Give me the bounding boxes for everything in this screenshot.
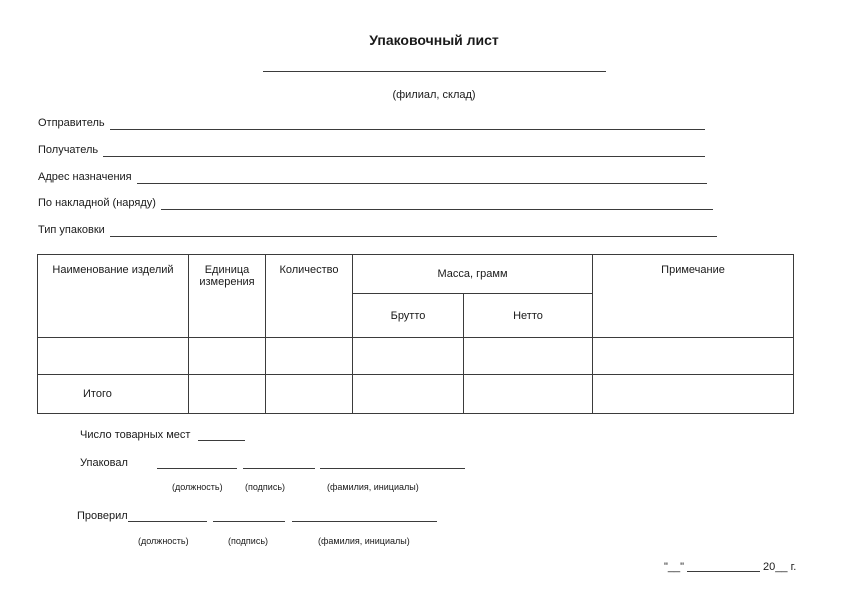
sender-fill-line: [110, 117, 705, 130]
sender-field: [38, 117, 705, 130]
destination-address-label: Адрес назначения: [38, 171, 132, 183]
col-header-note: Примечание: [593, 255, 794, 338]
checked-name-caption: (фамилия, инициалы): [318, 536, 410, 546]
col-header-mass-group: Масса, грамм: [353, 255, 593, 294]
branch-fill-line: [263, 71, 606, 72]
col-header-net: Нетто: [464, 294, 593, 338]
invoice-fill-line: [161, 197, 713, 210]
recipient-field: [38, 144, 705, 157]
package-type-label: Тип упаковки: [38, 224, 105, 236]
date-field: [664, 559, 796, 573]
checked-signature-caption: (подпись): [228, 536, 269, 546]
cell-net: [464, 338, 593, 375]
package-type-fill-line: [110, 224, 717, 237]
date-month-line: [687, 571, 760, 572]
total-quantity-cell: [266, 375, 353, 414]
cell-note: [593, 338, 794, 375]
checked-by-label: Проверил: [77, 510, 128, 522]
date-year: 20__ г.: [763, 561, 797, 573]
packed-position-line: [157, 468, 237, 469]
checked-name-line: [292, 521, 437, 522]
cell-gross: [353, 338, 464, 375]
form-title: Упаковочный лист: [369, 32, 499, 48]
packed-signature-caption: (подпись): [245, 482, 286, 492]
total-row: [38, 375, 794, 414]
cell-name: [38, 338, 189, 375]
destination-address-field: [38, 171, 707, 184]
branch-caption: (филиал, склад): [392, 89, 476, 101]
cell-quantity: [266, 338, 353, 375]
packed-name-line: [320, 468, 465, 469]
col-header-unit: Единица измерения: [189, 255, 266, 338]
empty-item-row: [38, 338, 794, 375]
table-header-row-1: [38, 255, 794, 294]
total-unit-cell: [189, 375, 266, 414]
col-header-gross: Брутто: [353, 294, 464, 338]
packed-name-caption: (фамилия, инициалы): [327, 482, 419, 492]
recipient-fill-line: [103, 144, 705, 157]
col-header-name: Наименование изделий: [38, 255, 189, 338]
invoice-label: По накладной (наряду): [38, 197, 156, 209]
checked-position-caption: (должность): [138, 536, 189, 546]
cell-unit: [189, 338, 266, 375]
checked-position-line: [128, 521, 207, 522]
total-net-cell: [464, 375, 593, 414]
packed-by-label: Упаковал: [80, 457, 128, 469]
package-type-field: [38, 224, 717, 237]
goods-places-fill-line: [198, 440, 245, 441]
total-note-cell: [593, 375, 794, 414]
packed-position-caption: (должность): [172, 482, 223, 492]
col-header-quantity: Количество: [266, 255, 353, 338]
goods-places-label: Число товарных мест: [80, 429, 191, 441]
total-label-cell: Итого: [38, 375, 189, 414]
date-day-quotes: "__": [664, 561, 685, 573]
recipient-label: Получатель: [38, 144, 99, 156]
invoice-field: [38, 197, 713, 210]
sender-label: Отправитель: [38, 117, 105, 129]
checked-signature-line: [213, 521, 285, 522]
items-table: [37, 254, 794, 414]
destination-address-fill-line: [137, 171, 707, 184]
packed-signature-line: [243, 468, 315, 469]
total-gross-cell: [353, 375, 464, 414]
